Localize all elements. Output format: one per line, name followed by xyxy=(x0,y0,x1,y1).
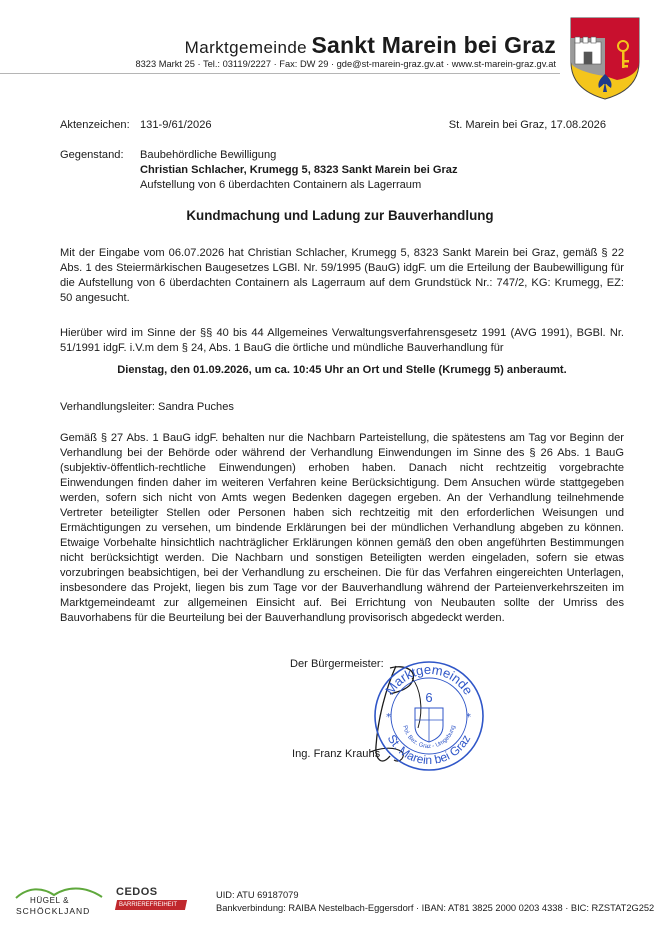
cedos-name: CEDOS xyxy=(116,886,158,898)
letterhead-divider xyxy=(0,73,560,74)
stamp-number: 6 xyxy=(425,690,433,705)
reference-label: Aktenzeichen: xyxy=(60,119,130,131)
stamp-top-text: Marktgemeinde xyxy=(382,661,476,698)
document-heading: Kundmachung und Ladung zur Bauverhandlung xyxy=(186,208,494,223)
subject-line-3: Aufstellung von 6 überdachten Containern als Lagerraum xyxy=(140,179,422,191)
mayor-label: Der Bürgermeister: xyxy=(290,658,384,670)
cedos-sub: BARRIEREFREIHEIT xyxy=(119,902,178,908)
letterhead-title xyxy=(0,32,556,59)
letterhead-prefix: Marktgemeinde xyxy=(184,38,308,57)
reference-number: 131-9/61/2026 xyxy=(140,119,212,131)
subject-label: Gegenstand: xyxy=(60,149,124,161)
logo-cedos xyxy=(116,886,192,916)
letterhead-municipality: Sankt Marein bei Graz xyxy=(311,32,556,58)
coat-of-arms-icon xyxy=(569,16,641,100)
paragraph-application: Mit der Eingabe vom 06.07.2026 hat Christian Schlacher, Krumegg 5, 8323 Sankt Marein bei Graz, gemäß § 22 Abs. 1 des Steiermärkischen Baugesetzes LGBl. Nr. 59/1995 (BauG) idgF. um die Erteilung der Baubewilligung für die Aufstellung von 6 überdachten Containern als Lagerraum auf dem Grundstück Nr.: 747/2, KG: Krumegg, EZ: 50 angesucht. xyxy=(60,247,624,304)
hearing-appointment: Dienstag, den 01.09.2026, um ca. 10:45 Uhr an Ort und Stelle (Krumegg 5) anberaumt. xyxy=(117,364,567,376)
official-stamp xyxy=(373,660,485,772)
subject-applicant: Christian Schlacher, Krumegg 5, 8323 Sankt Marein bei Graz xyxy=(140,164,458,176)
svg-text:*: * xyxy=(466,712,471,723)
stamp-bottom-text: St. Marein bei Graz xyxy=(384,732,474,768)
svg-text:*: * xyxy=(386,712,391,723)
subject-line-1: Baubehördliche Bewilligung xyxy=(140,149,277,161)
footer-bank: Bankverbindung: RAIBA Nestelbach-Eggersdorf · IBAN: AT81 3825 2000 0203 4338 · BIC: RZSTAT2G252 xyxy=(216,903,655,913)
paragraph-legal-basis: Hierüber wird im Sinne der §§ 40 bis 44 Allgemeines Verwaltungsverfahrensgesetz 1991 (AVG 1991), BGBl. Nr. 51/1991 idgF. i.V.m dem § 24, Abs. 1 BauG die örtliche und mündliche Bauverhandlung für xyxy=(60,327,624,354)
logo1-line2: SCHÖCKLJAND xyxy=(16,906,91,916)
stamp-inner-text: Pol. Bez. Graz - Umgebung xyxy=(401,724,457,751)
place-and-date: St. Marein bei Graz, 17.08.2026 xyxy=(448,119,606,131)
hearing-leader: Verhandlungsleiter: Sandra Puches xyxy=(60,401,234,413)
mayor-name: Ing. Franz Krauhs xyxy=(292,748,381,760)
letterhead-contact: 8323 Markt 25 · Tel.: 03119/2227 · Fax: DW 29 · gde@st-marein-graz.gv.at · www.st-marein-graz.gv.at xyxy=(135,59,556,69)
logo-huegel-schoecklland xyxy=(14,885,104,921)
logo1-line1: HÜGEL & xyxy=(30,896,70,905)
paragraph-instructions: Gemäß § 27 Abs. 1 BauG idgF. behalten nur die Nachbarn Parteistellung, die spätestens am Tag vor Beginn der Verhandlung bei der Behörde oder während der Verhandlung Einwendungen im Sinne des § 26 Abs. 1 BauG (subjektiv-öffentlich-rechtliche Einwendungen) erhoben haben. Danach nicht rechtzeitig vorgebrachte Einwendungen finden daher im weiteren Verfahren keine Berücksichtigung. Dem Ansuchen würde stattgegeben werden, sofern sich nicht von Amts wegen Bedenken dagegen ergeben. An der Verhandlung teilnehmende Vertreter beteiligter Stellen oder Personen haben sich rechtzeitig mit den erforderlichen Weisungen und Ermächtigungen zu versehen, um bindende Erklärungen bei der mündlichen Verhandlung abgeben zu können. Etwaige Vorbehalte hinsichtlich nachträglicher Erklärungen können gemäß den oben angeführten Bestimmungen nicht berücksichtigt werden. Die Nachbarn und sonstigen Beteiligten werden eingeladen, sofern sie etwas vorzubringen beabsichtigen, bei der Verhandlung zu erscheinen. Die für das Verfahren eingereichten Unterlagen, insbesondere das Projekt, liegen bis zum Tage vor der Bauverhandlung während der Parteienverkehrszeiten im Marktgemeindeamt zur allgemeinen Einsicht auf. Bei Errichtung von Neubauten sollte der Umriss des Bauvorhabens für die Beurteilung bei der Bauverhandlung provisorisch abgedeckt werden. xyxy=(60,432,624,624)
footer-uid: UID: ATU 69187079 xyxy=(216,890,299,900)
